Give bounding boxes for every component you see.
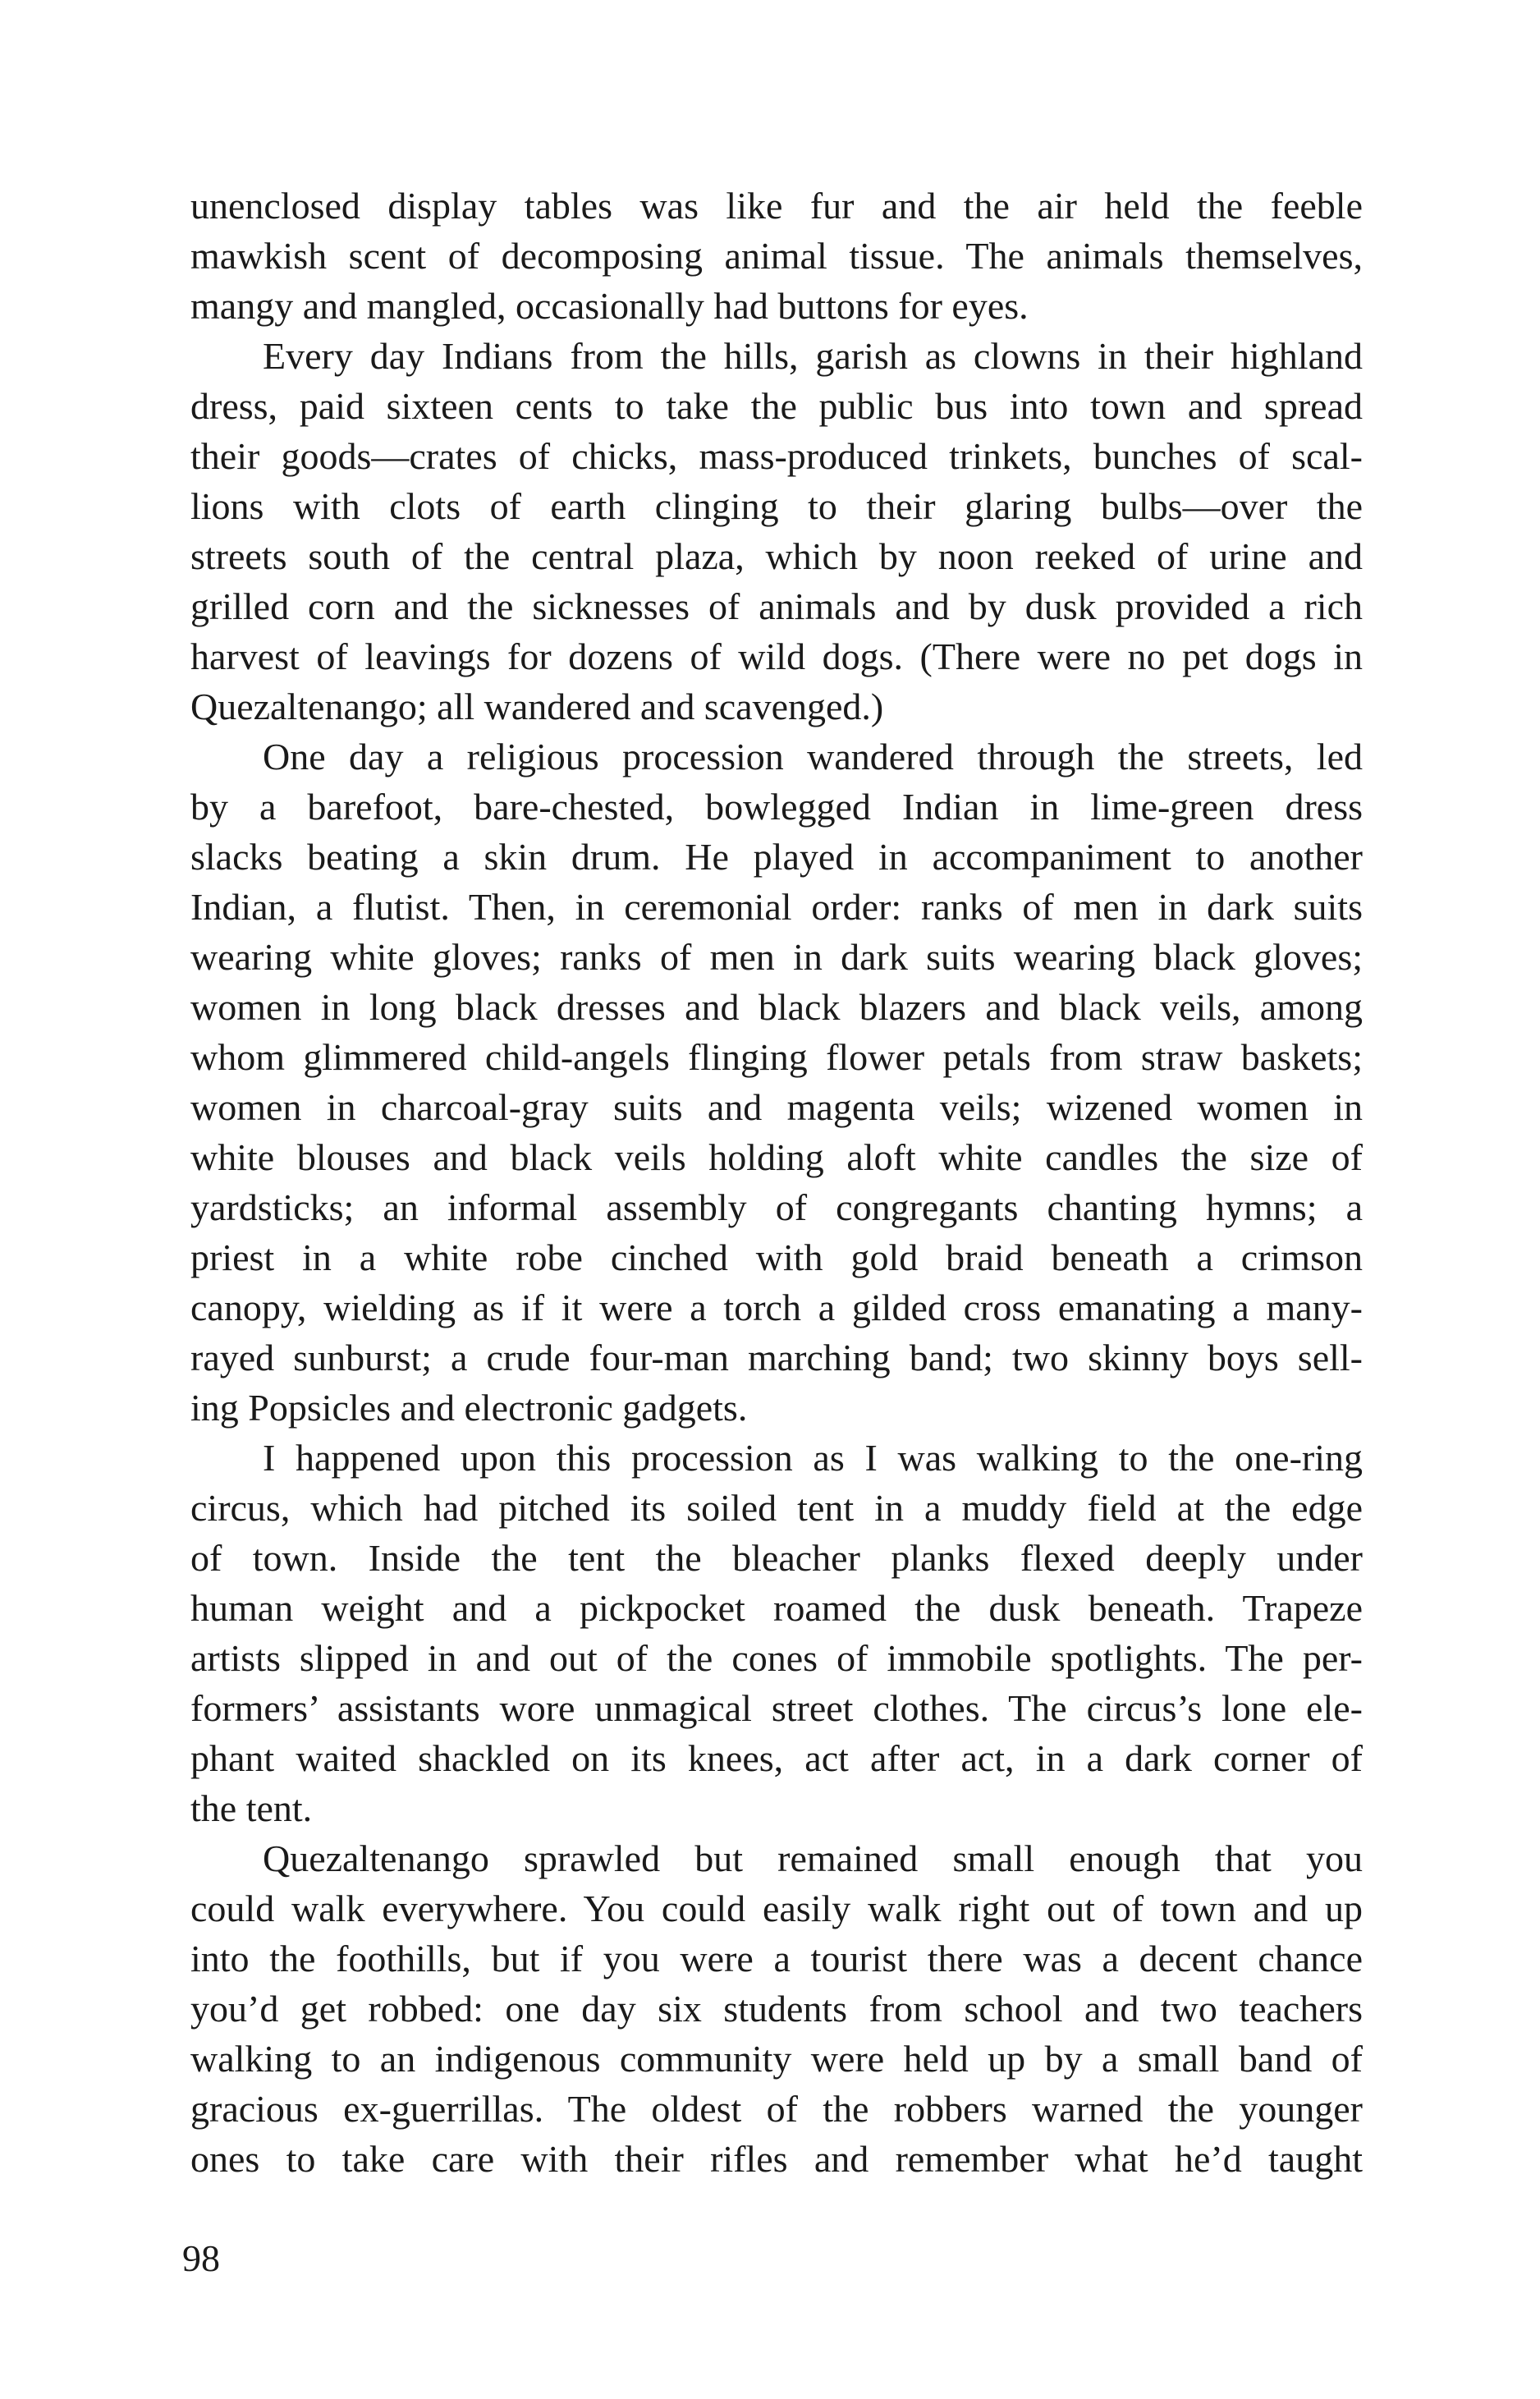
text-line: women in long black dresses and black blazers and black veils, among [190,986,1363,1028]
text-line: human weight and a pickpocket roamed the dusk beneath. Trapeze [190,1587,1363,1629]
text-line: harvest of leavings for dozens of wild dogs. (There were no pet dogs in [190,635,1363,677]
text-line: mawkish scent of decomposing animal tissue. The animals themselves, [190,235,1363,277]
text-line: white blouses and black veils holding aloft white candles the size of [190,1136,1363,1178]
text-line: gracious ex-guerrillas. The oldest of the robbers warned the younger [190,2088,1363,2130]
text-line: One day a religious procession wandered through the streets, led [263,736,1363,777]
text-line: Indian, a flutist. Then, in ceremonial order: ranks of men in dark suits [190,886,1363,928]
text-line: the tent. [190,1787,313,1829]
text-line: artists slipped in and out of the cones of immobile spotlights. The per- [190,1637,1363,1679]
text-line: slacks beating a skin drum. He played in accompaniment to another [190,836,1363,878]
text-line: mangy and mangled, occasionally had buttons for eyes. [190,285,1029,327]
text-line: circus, which had pitched its soiled tent in a muddy field at the edge [190,1487,1363,1529]
text-line: wearing white gloves; ranks of men in dark suits wearing black gloves; [190,936,1363,978]
text-line: streets south of the central plaza, which by noon reeked of urine and [190,535,1363,577]
text-line: grilled corn and the sicknesses of animals and by dusk provided a rich [190,585,1363,627]
text-line: dress, paid sixteen cents to take the public bus into town and spread [190,385,1363,427]
text-line: canopy, wielding as if it were a torch a gilded cross emanating a many- [190,1287,1363,1328]
text-line: ones to take care with their rifles and remember what he’d taught [190,2138,1363,2180]
text-line: unenclosed display tables was like fur and the air held the feeble [190,185,1363,227]
text-line: whom glimmered child-angels flinging flower petals from straw baskets; [190,1036,1363,1078]
text-line: walking to an indigenous community were held up by a small band of [190,2038,1363,2080]
text-line: into the foothills, but if you were a tourist there was a decent chance [190,1938,1363,1979]
text-line: of town. Inside the tent the bleacher planks flexed deeply under [190,1537,1363,1579]
text-line: priest in a white robe cinched with gold braid beneath a crimson [190,1236,1363,1278]
text-line: could walk everywhere. You could easily walk right out of town and up [190,1888,1363,1929]
text-line: by a barefoot, bare-chested, bowlegged Indian in lime-green dress [190,786,1363,828]
text-line: Quezaltenango sprawled but remained small enough that you [263,1837,1363,1879]
text-line: lions with clots of earth clinging to their glaring bulbs—over the [190,485,1363,527]
text-line: rayed sunburst; a crude four-man marching band; two skinny boys sell- [190,1337,1363,1378]
body-text [190,181,1363,2184]
text-line: you’d get robbed: one day six students from school and two teachers [190,1988,1363,2030]
text-line: formers’ assistants wore unmagical street clothes. The circus’s lone ele- [190,1687,1363,1729]
text-line: women in charcoal-gray suits and magenta veils; wizened women in [190,1086,1363,1128]
text-line: yardsticks; an informal assembly of congregants chanting hymns; a [190,1186,1363,1228]
text-line: Every day Indians from the hills, garish as clowns in their highland [263,335,1363,377]
text-line: I happened upon this procession as I was walking to the one-ring [263,1437,1363,1479]
text-line: Quezaltenango; all wandered and scavenged.) [190,686,884,727]
page-number: 98 [182,2237,220,2279]
text-line: ing Popsicles and electronic gadgets. [190,1387,748,1429]
text-line: phant waited shackled on its knees, act after act, in a dark corner of [190,1737,1363,1779]
text-line: their goods—crates of chicks, mass-produced trinkets, bunches of scal- [190,435,1363,477]
